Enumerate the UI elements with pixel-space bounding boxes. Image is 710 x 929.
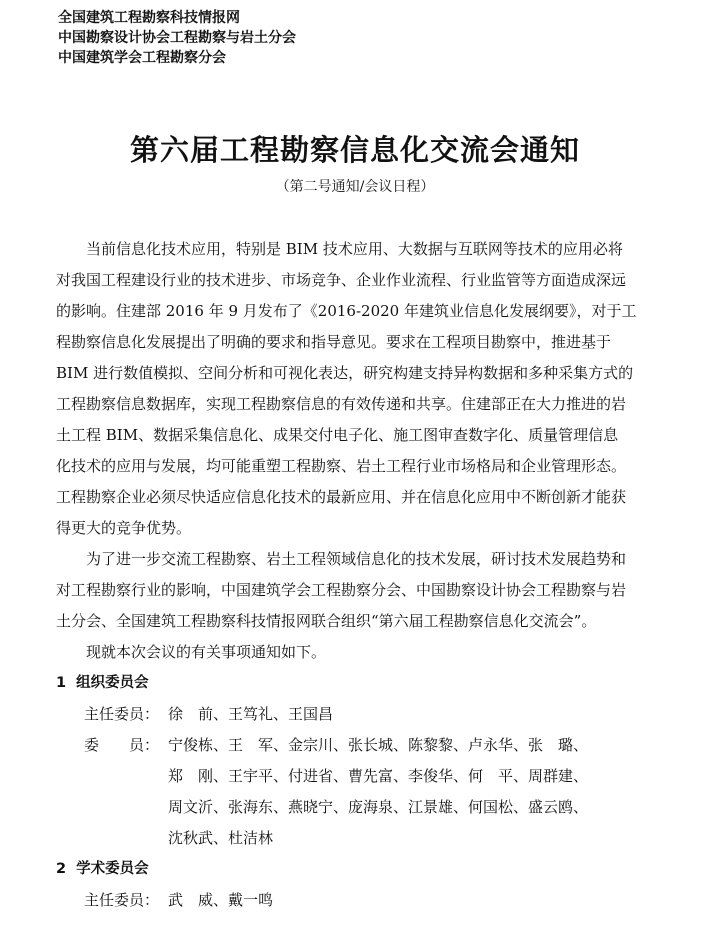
member-row bbox=[56, 730, 662, 761]
text-line: 工程勘察企业必须尽快适应信息化技术的最新应用、并在信息化应用中不断创新才能获 bbox=[56, 488, 627, 506]
paragraph-purpose bbox=[56, 544, 662, 575]
org-line: 全国建筑工程勘察科技情报网 bbox=[58, 10, 240, 26]
chair-row bbox=[56, 885, 662, 916]
text-line: 土分会、全国建筑工程勘察科技情报网联合组织“第六届工程勘察信息化交流会”。 bbox=[56, 612, 597, 630]
text-line: 土工程 BIM、数据采集信息化、成果交付电子化、施工图审查数字化、质量管理信息 bbox=[56, 426, 619, 444]
member-names: 周文沂、张海东、燕晓宁、庞海泉、江景雄、何国松、盛云鸥、 bbox=[168, 798, 589, 816]
notice-body bbox=[56, 234, 662, 916]
issuing-organizations bbox=[58, 8, 296, 68]
org-line: 中国勘察设计协会工程勘察与岩土分会 bbox=[58, 30, 296, 46]
chair-label: 主任委员： bbox=[84, 891, 160, 909]
text-line: 对我国工程建设行业的技术进步、市场竞争、企业作业流程、行业监管等方面造成深远 bbox=[56, 271, 627, 289]
notice-subtitle: （第二号通知/会议日程） bbox=[275, 179, 435, 195]
text-line: 化技术的应用与发展，均可能重塑工程勘察、岩土工程行业市场格局和企业管理形态。 bbox=[56, 457, 627, 475]
text-line: 的影响。住建部 2016 年 9 月发布了《2016-2020 年建筑业信息化发展纲要》，对于工 bbox=[56, 302, 637, 320]
member-label: 委 员： bbox=[84, 736, 160, 754]
section-number: 2 bbox=[56, 861, 67, 877]
member-names: 宁俊栋、王 军、金宗川、张长城、陈黎黎、卢永华、张 璐、 bbox=[168, 736, 589, 754]
notice-title: 第六届工程勘察信息化交流会通知 bbox=[129, 133, 580, 167]
text-line: 当前信息化技术应用，特别是 BIM 技术应用、大数据与互联网等技术的应用必将 bbox=[86, 240, 623, 258]
text-line: 得更大的竞争优势。 bbox=[56, 519, 192, 537]
section-heading bbox=[56, 854, 662, 885]
chair-label: 主任委员： bbox=[84, 705, 160, 723]
text-line: 为了进一步交流工程勘察、岩土工程领域信息化的技术发展，研讨技术发展趋势和 bbox=[86, 550, 627, 568]
paragraph-purpose-cont bbox=[56, 575, 662, 637]
chair-members: 徐 前、王笃礼、王国昌 bbox=[168, 705, 334, 723]
chair-members: 武 威、戴一鸣 bbox=[168, 891, 274, 909]
chair-row bbox=[56, 699, 662, 730]
section-title: 学术委员会 bbox=[76, 861, 149, 877]
text-line: 对工程勘察行业的影响，中国建筑学会工程勘察分会、中国勘察设计协会工程勘察与岩 bbox=[56, 581, 627, 599]
org-line: 中国建筑学会工程勘察分会 bbox=[58, 50, 226, 66]
section-heading bbox=[56, 668, 662, 699]
member-names: 郑 刚、王宇平、付进省、曹先富、李俊华、何 平、周群建、 bbox=[168, 767, 589, 785]
paragraph-notice: 现就本次会议的有关事项通知如下。 bbox=[86, 643, 327, 661]
member-row bbox=[56, 792, 662, 823]
section-title: 组织委员会 bbox=[76, 675, 149, 691]
member-row bbox=[56, 761, 662, 792]
text-line: BIM 进行数值模拟、空间分析和可视化表达，研究构建支持异构数据和多种采集方式的 bbox=[56, 364, 634, 382]
section-number: 1 bbox=[56, 675, 67, 691]
member-names: 沈秋武、杜洁林 bbox=[168, 829, 274, 847]
paragraph-intro-cont bbox=[56, 265, 662, 544]
text-line: 工程勘察信息数据库，实现工程勘察信息的有效传递和共享。住建部正在大力推进的岩 bbox=[56, 395, 627, 413]
text-line: 程勘察信息化发展提出了明确的要求和指导意见。要求在工程项目勘察中，推进基于 bbox=[56, 333, 612, 351]
paragraph-intro bbox=[56, 234, 662, 265]
member-row bbox=[56, 823, 662, 854]
